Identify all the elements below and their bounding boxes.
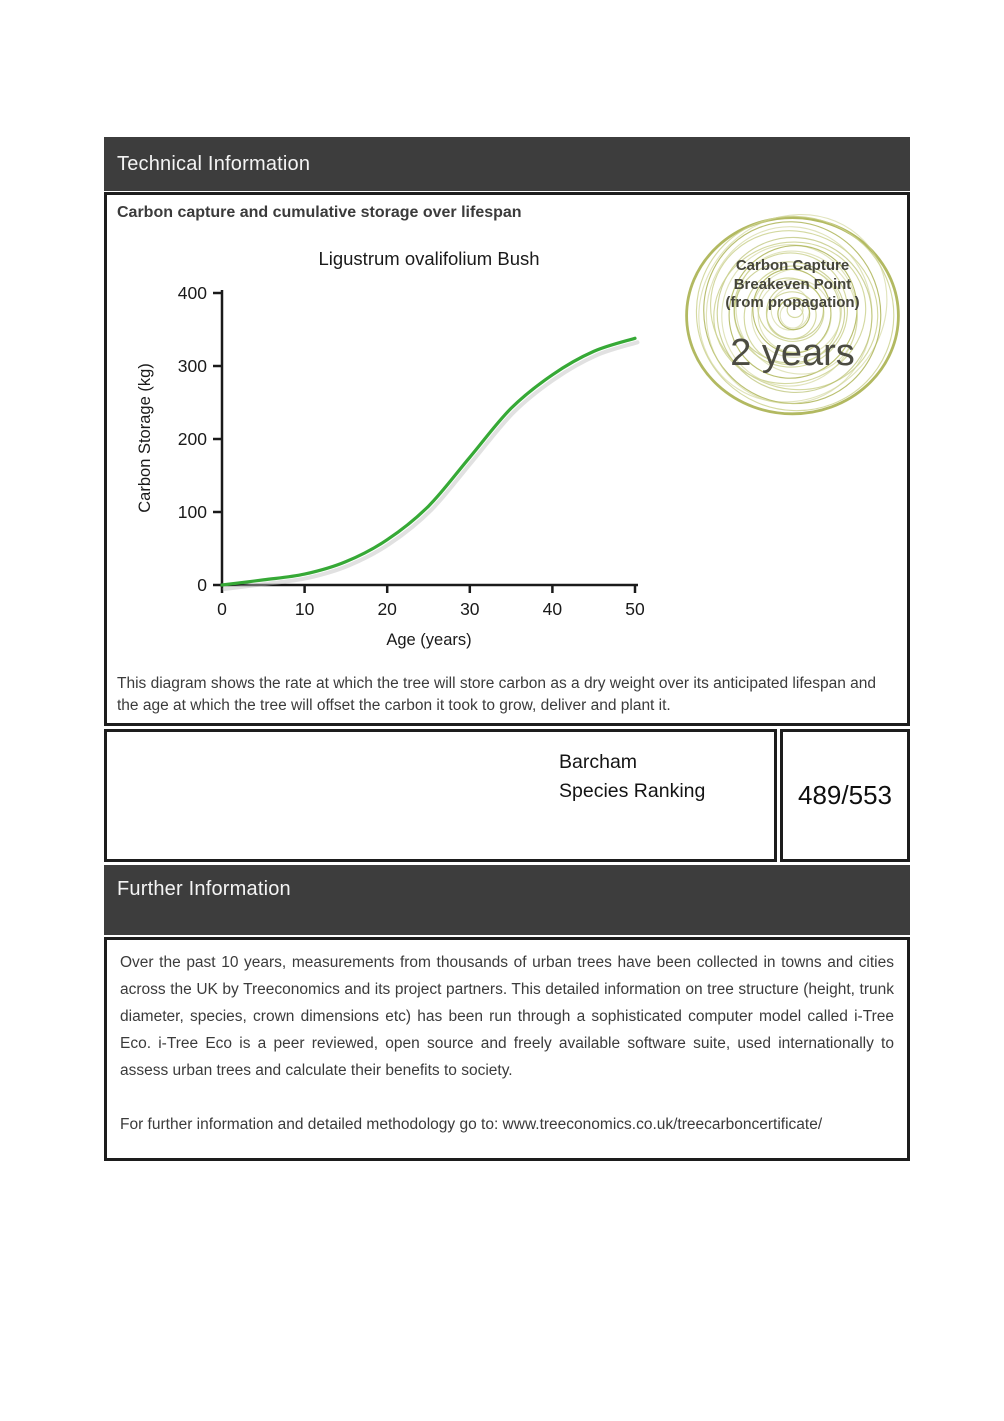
- svg-text:Ligustrum ovalifolium Bush: Ligustrum ovalifolium Bush: [318, 248, 540, 269]
- badge-line-2: Breakeven Point: [733, 275, 852, 293]
- breakeven-badge-value: 2 years: [730, 332, 855, 374]
- svg-text:400: 400: [177, 283, 207, 303]
- svg-text:20: 20: [377, 599, 397, 619]
- svg-text:10: 10: [294, 599, 315, 619]
- ranking-label-line-2: Species Ranking: [559, 780, 706, 802]
- tree-rings-icon: [685, 205, 900, 420]
- svg-text:Carbon Storage (kg): Carbon Storage (kg): [136, 363, 154, 513]
- svg-text:0: 0: [217, 599, 227, 619]
- badge-line-3: (from propagation): [725, 294, 860, 311]
- species-ranking-label: [559, 748, 705, 806]
- svg-text:0: 0: [197, 575, 207, 595]
- breakeven-badge-label: [685, 257, 900, 313]
- methodology-url-line: For further information and detailed methodology go to: www.treeconomics.co.uk/treecarboncertificate/: [120, 1116, 823, 1133]
- further-information-paragraph: Over the past 10 years, measurements from thousands of urban trees have been collected in towns and cities across the UK by Treeconomics and its project partners. This detailed information on tree structure (height, trunk diameter, species, crown dimensions etc) has been run through a sophisticated computer model called i-Tree Eco. i-Tree Eco is a peer reviewed, open source and freely available software suite, used internationally to assess urban trees and calculate their benefits to society.: [120, 954, 894, 1079]
- chart-section-box: [104, 192, 910, 726]
- badge-line-1: Carbon Capture: [735, 257, 850, 274]
- svg-text:100: 100: [177, 502, 207, 522]
- chart-section-heading: Carbon capture and cumulative storage over lifespan: [117, 204, 522, 221]
- species-ranking-value: 489/553: [798, 780, 892, 810]
- svg-text:300: 300: [177, 356, 207, 376]
- svg-text:200: 200: [177, 429, 207, 449]
- further-information-title: Further Information: [117, 878, 291, 900]
- ranking-label-line-1: Barcham: [559, 751, 638, 773]
- species-ranking-value-box: [780, 729, 910, 862]
- svg-text:30: 30: [460, 599, 480, 619]
- technical-information-header: [104, 137, 910, 191]
- svg-text:Age (years): Age (years): [386, 631, 472, 649]
- further-information-header: [104, 865, 910, 935]
- species-ranking-label-box: [104, 729, 777, 862]
- carbon-storage-chart: [130, 240, 690, 670]
- breakeven-badge: [685, 205, 900, 420]
- svg-text:50: 50: [625, 599, 645, 619]
- svg-text:40: 40: [542, 599, 563, 619]
- chart-description: This diagram shows the rate at which the tree will store carbon as a dry weight over its anticipated lifespan and the age at which the tree will offset the carbon it took to grow, deliver and plant it.: [117, 675, 877, 714]
- further-information-box: [104, 937, 910, 1161]
- technical-information-title: Technical Information: [117, 153, 311, 175]
